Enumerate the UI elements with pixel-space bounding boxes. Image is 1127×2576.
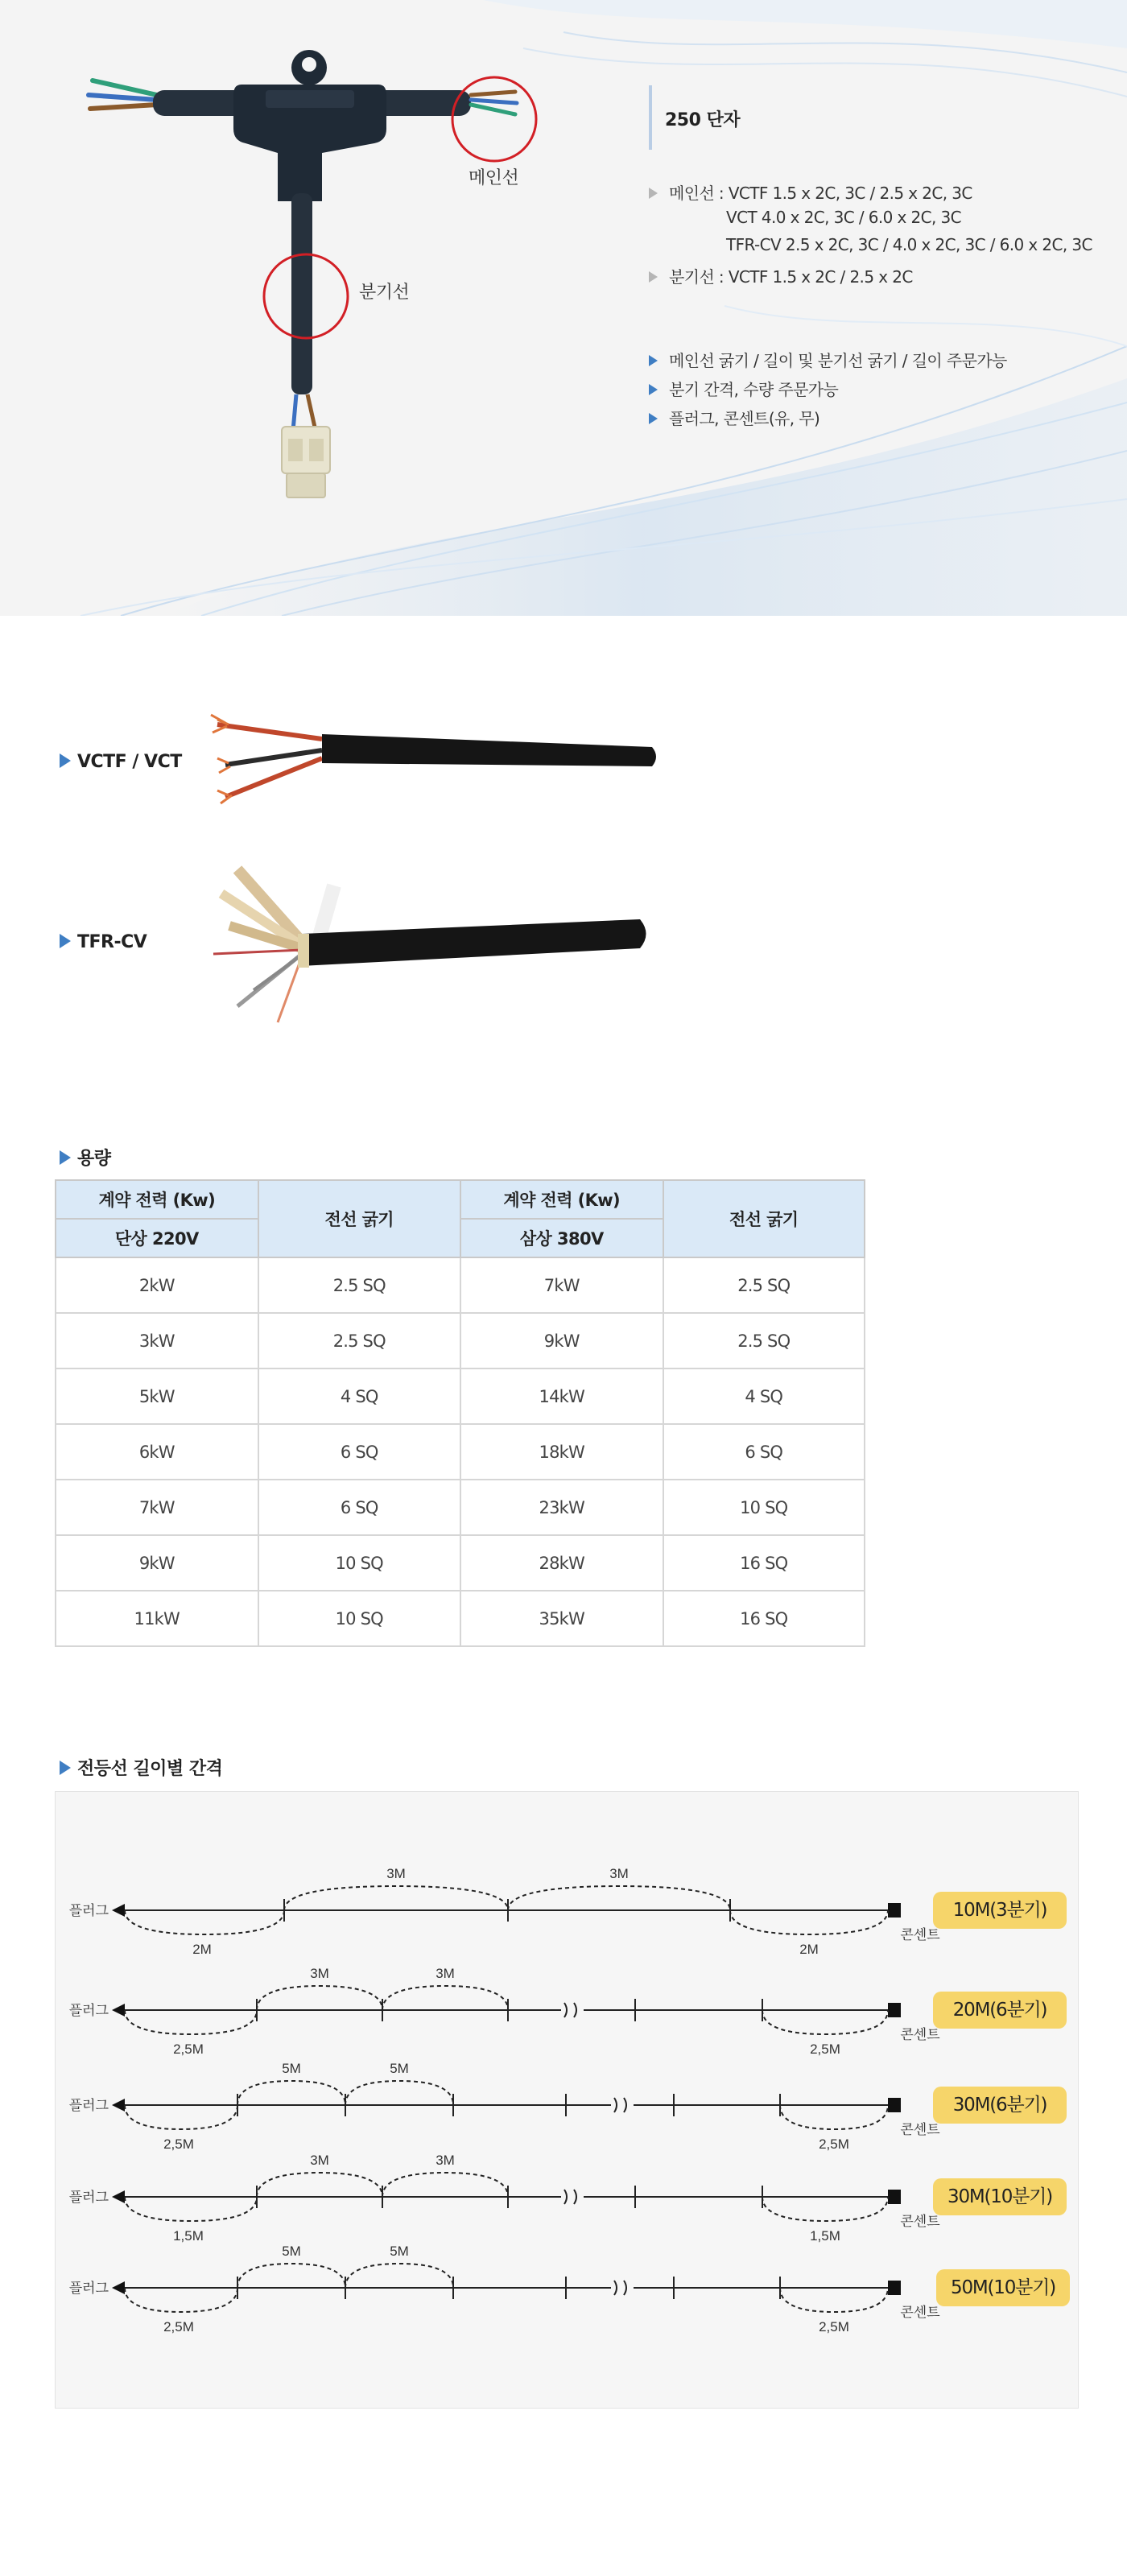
end-length-label: 2,5M xyxy=(163,2319,194,2334)
plug-label: 플러그 xyxy=(68,1903,109,1918)
table-row xyxy=(56,1591,865,1646)
table-cell: 6 SQ xyxy=(258,1480,460,1535)
feature-item: 플러그, 콘센트(유, 무) xyxy=(649,406,819,429)
end-length-label: 2M xyxy=(799,1942,819,1957)
bullet-triangle-icon xyxy=(649,355,658,366)
table-cell: 11kW xyxy=(56,1591,258,1646)
length-badge: 20M(6분기) xyxy=(933,1992,1067,2029)
length-badge: 50M(10분기) xyxy=(936,2269,1070,2306)
table-cell: 16 SQ xyxy=(663,1591,865,1646)
table-cell: 6 SQ xyxy=(258,1424,460,1480)
distance-arc xyxy=(780,2105,888,2129)
callout-branch-line: 분기선 xyxy=(359,283,410,303)
break-mark xyxy=(614,2281,617,2295)
feature-item: 분기 간격, 수량 주문가능 xyxy=(649,377,838,400)
hero-section xyxy=(0,0,1127,616)
distance-arc xyxy=(257,1986,382,2010)
distance-arc xyxy=(382,1986,508,2010)
header-three-phase: 삼상 380V xyxy=(460,1219,663,1257)
length-badge: 30M(10분기) xyxy=(933,2178,1067,2215)
table-cell: 7kW xyxy=(460,1257,663,1313)
table-cell: 7kW xyxy=(56,1480,258,1535)
bullet-triangle-icon xyxy=(649,188,658,199)
table-cell: 6kW xyxy=(56,1424,258,1480)
end-length-label: 1,5M xyxy=(810,2228,840,2244)
spec-line-branch: 분기선 : VCTF 1.5 x 2C / 2.5 x 2C xyxy=(649,264,913,287)
table-cell: 5kW xyxy=(56,1368,258,1424)
header-wire-thickness-2: 전선 굵기 xyxy=(663,1180,865,1257)
bullet-triangle-icon xyxy=(649,413,658,424)
plug-arrow-icon xyxy=(112,2281,125,2294)
break-mark xyxy=(574,2190,576,2204)
table-cell: 9kW xyxy=(460,1313,663,1368)
break-mark xyxy=(564,2003,567,2017)
distance-arc xyxy=(780,2288,888,2312)
table-cell: 2.5 SQ xyxy=(663,1313,865,1368)
break-mark xyxy=(574,2003,576,2017)
length-badge: 10M(3분기) xyxy=(933,1892,1067,1929)
mid-length-label: 3M xyxy=(436,2153,455,2168)
plug-arrow-icon xyxy=(112,2190,125,2203)
distance-arc xyxy=(237,2081,345,2105)
cable-label-vctf: VCTF / VCT xyxy=(60,752,182,772)
distance-arc xyxy=(762,2197,888,2221)
plug-label: 플러그 xyxy=(68,2190,109,2205)
plug-arrow-icon xyxy=(112,2004,125,2017)
distance-arc xyxy=(257,2173,382,2197)
distance-arc xyxy=(762,2010,888,2034)
cable-label-tfrcv: TFR-CV xyxy=(60,932,147,952)
end-length-label: 2,5M xyxy=(819,2319,849,2334)
table-cell: 2.5 SQ xyxy=(258,1257,460,1313)
distance-arc xyxy=(345,2264,453,2288)
end-length-label: 2,5M xyxy=(810,2041,840,2057)
bullet-triangle-icon xyxy=(649,271,658,283)
table-cell: 6 SQ xyxy=(663,1424,865,1480)
end-length-label: 2,5M xyxy=(163,2136,194,2152)
plug-arrow-icon xyxy=(112,2099,125,2112)
plug-label: 플러그 xyxy=(68,2003,109,2018)
distance-arc xyxy=(125,2105,237,2129)
outlet-label: 콘센트 xyxy=(900,2214,940,2229)
mid-length-label: 5M xyxy=(390,2244,409,2259)
length-badge: 30M(6분기) xyxy=(933,2087,1067,2124)
capacity-table xyxy=(55,1179,865,1647)
distance-arc xyxy=(125,2197,257,2221)
length-diagram-panel xyxy=(55,1791,1079,2409)
distance-arc xyxy=(125,1910,284,1934)
bullet-triangle-icon xyxy=(60,753,71,768)
table-cell: 18kW xyxy=(460,1424,663,1480)
outlet-square-icon xyxy=(888,2003,901,2017)
table-cell: 2.5 SQ xyxy=(663,1257,865,1313)
tfrcv-cable-image xyxy=(181,853,664,1055)
vctf-cable-image xyxy=(201,700,668,805)
mid-length-label: 5M xyxy=(390,2061,409,2076)
outlet-square-icon xyxy=(888,1903,901,1918)
distance-arc xyxy=(237,2264,345,2288)
feature-item: 메인선 굵기 / 길이 및 분기선 굵기 / 길이 주문가능 xyxy=(649,348,1007,371)
table-row xyxy=(56,1313,865,1368)
table-row xyxy=(56,1424,865,1480)
table-row xyxy=(56,1535,865,1591)
table-row xyxy=(56,1480,865,1535)
plug-label: 플러그 xyxy=(68,2098,109,2113)
table-cell: 28kW xyxy=(460,1535,663,1591)
mid-length-label: 3M xyxy=(310,1966,329,1981)
end-length-label: 2,5M xyxy=(819,2136,849,2152)
table-cell: 2kW xyxy=(56,1257,258,1313)
plug-label: 플러그 xyxy=(68,2281,109,2296)
end-length-label: 2,5M xyxy=(173,2041,204,2057)
mid-length-label: 3M xyxy=(436,1966,455,1981)
bullet-triangle-icon xyxy=(60,1150,71,1165)
table-cell: 2.5 SQ xyxy=(258,1313,460,1368)
table-cell: 4 SQ xyxy=(258,1368,460,1424)
end-length-label: 2M xyxy=(192,1942,212,1957)
break-mark xyxy=(624,2281,626,2295)
diagram-section-title: 전등선 길이별 간격 xyxy=(60,1755,222,1780)
distance-arc xyxy=(382,2173,508,2197)
table-cell: 10 SQ xyxy=(258,1591,460,1646)
mid-length-label: 5M xyxy=(282,2061,301,2076)
spec-title: 250 단자 xyxy=(665,110,741,130)
distance-arc xyxy=(125,2010,257,2034)
outlet-label: 콘센트 xyxy=(900,2027,940,2042)
break-mark xyxy=(564,2190,567,2204)
mid-length-label: 3M xyxy=(609,1866,629,1881)
mid-length-label: 3M xyxy=(310,2153,329,2168)
table-cell: 4 SQ xyxy=(663,1368,865,1424)
header-wire-thickness-1: 전선 굵기 xyxy=(258,1180,460,1257)
spec-line-tfrcv: TFR-CV 2.5 x 2C, 3C / 4.0 x 2C, 3C / 6.0 x 2C, 3C xyxy=(726,235,1092,254)
outlet-square-icon xyxy=(888,2281,901,2295)
table-row xyxy=(56,1257,865,1313)
distance-arc xyxy=(508,1886,730,1910)
outlet-label: 콘센트 xyxy=(900,2305,940,2320)
table-cell: 10 SQ xyxy=(663,1480,865,1535)
table-cell: 9kW xyxy=(56,1535,258,1591)
distance-arc xyxy=(125,2288,237,2312)
table-cell: 3kW xyxy=(56,1313,258,1368)
callout-main-line: 메인선 xyxy=(469,168,519,188)
spec-title-accent xyxy=(649,85,652,150)
bullet-triangle-icon xyxy=(60,1761,71,1775)
outlet-label: 콘센트 xyxy=(900,1927,940,1942)
table-cell: 10 SQ xyxy=(258,1535,460,1591)
table-cell: 35kW xyxy=(460,1591,663,1646)
spec-line-vct: VCT 4.0 x 2C, 3C / 6.0 x 2C, 3C xyxy=(726,208,961,227)
break-mark xyxy=(614,2098,617,2112)
outlet-square-icon xyxy=(888,2190,901,2204)
table-row xyxy=(56,1368,865,1424)
distance-arc xyxy=(345,2081,453,2105)
break-mark xyxy=(624,2098,626,2112)
header-contract-power-2: 계약 전력 (Kw) xyxy=(460,1180,663,1219)
capacity-section-title: 용량 xyxy=(60,1145,111,1170)
end-length-label: 1,5M xyxy=(173,2228,204,2244)
length-diagram xyxy=(56,1792,1080,2409)
table-cell: 16 SQ xyxy=(663,1535,865,1591)
branch-cable-product-image xyxy=(0,0,612,616)
mid-length-label: 3M xyxy=(386,1866,406,1881)
distance-arc xyxy=(284,1886,508,1910)
outlet-label: 콘센트 xyxy=(900,2122,940,2137)
header-contract-power-1: 계약 전력 (Kw) xyxy=(56,1180,258,1219)
outlet-square-icon xyxy=(888,2098,901,2112)
bullet-triangle-icon xyxy=(60,934,71,948)
mid-length-label: 5M xyxy=(282,2244,301,2259)
table-cell: 14kW xyxy=(460,1368,663,1424)
spec-line-main: 메인선 : VCTF 1.5 x 2C, 3C / 2.5 x 2C, 3C xyxy=(649,180,972,204)
distance-arc xyxy=(730,1910,888,1934)
header-single-phase: 단상 220V xyxy=(56,1219,258,1257)
table-cell: 23kW xyxy=(460,1480,663,1535)
bullet-triangle-icon xyxy=(649,384,658,395)
plug-arrow-icon xyxy=(112,1904,125,1917)
